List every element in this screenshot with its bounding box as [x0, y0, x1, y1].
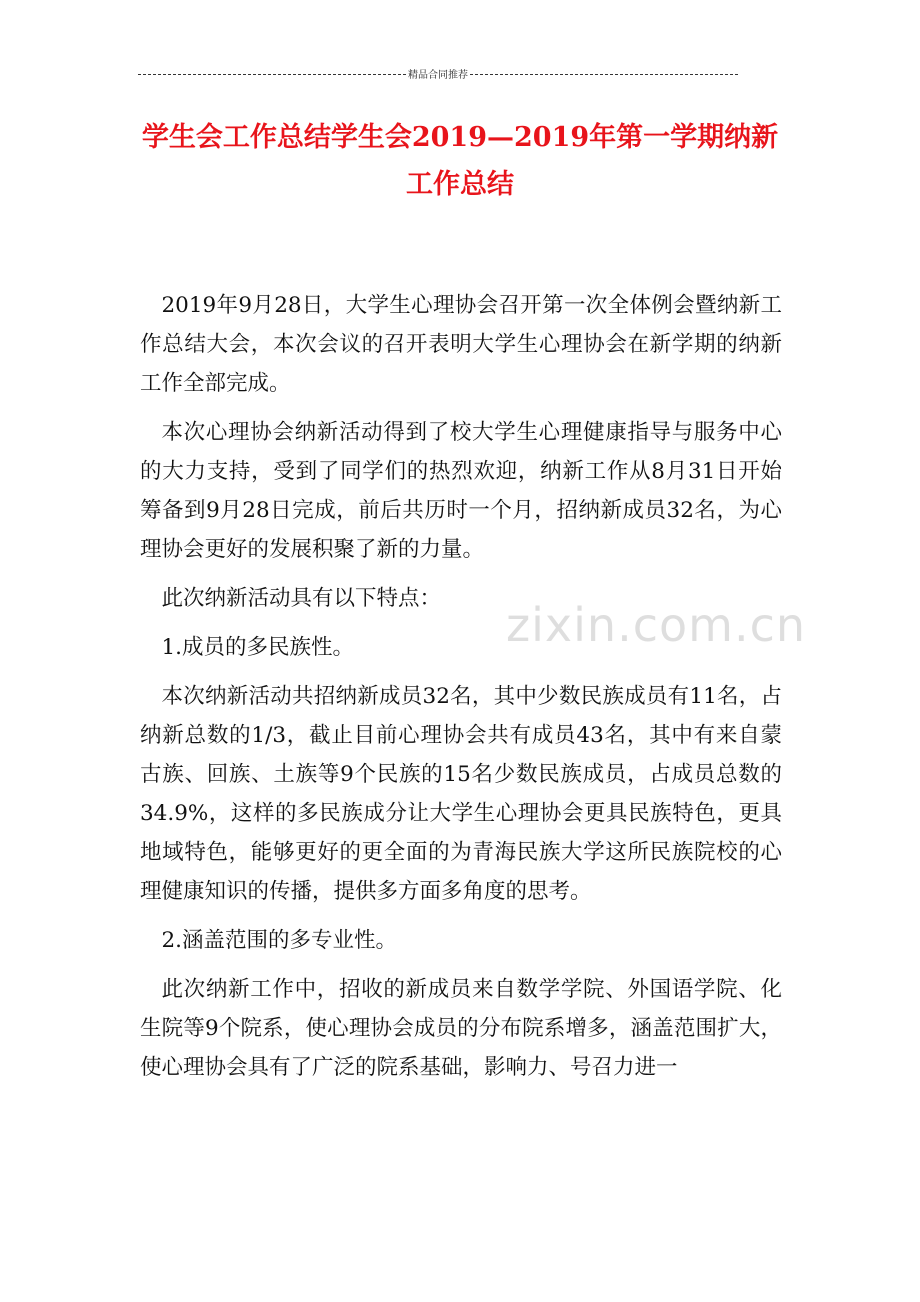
paragraph: 2019年9月28日，大学生心理协会召开第一次全体例会暨纳新工作总结大会，本次会议的召开表明大学生心理协会在新学期的纳新工作全部完成。: [140, 293, 782, 396]
section-heading: 2.涵盖范围的多专业性。: [161, 928, 398, 953]
header-dash-right: [470, 74, 738, 75]
page-header: [138, 66, 738, 81]
header-dash-left: [138, 74, 406, 75]
paragraph: 此次纳新工作中，招收的新成员来自数学学院、外国语学院、化生院等9个院系，使心理协会成员的分布院系增多，涵盖范围扩大，使心理协会具有了广泛的院系基础，影响力、号召力进一: [140, 977, 782, 1080]
paragraph: 此次纳新活动具有以下特点：: [161, 586, 442, 611]
watermark: zixin.com.cn: [506, 598, 807, 652]
header-label: 精品合同推荐: [408, 70, 468, 81]
paragraph: 本次心理协会纳新活动得到了校大学生心理健康指导与服务中心的大力支持，受到了同学们的热烈欢迎，纳新工作从8月31日开始筹备到9月28日完成，前后共历时一个月，招纳新成员32名，为心理协会更好的发展积聚了新的力量。: [140, 420, 782, 562]
paragraph: 本次纳新活动共招纳新成员32名，其中少数民族成员有11名，占纳新总数的1/3，截止目前心理协会共有成员43名，其中有来自蒙古族、回族、土族等9个民族的15名少数民族成员，占成员总数的34.9%，这样的多民族成分让大学生心理协会更具民族特色，更具地域特色，能够更好的更全面的为青海民族大学这所民族院校的心理健康知识的传播，提供多方面多角度的思考。: [140, 684, 782, 904]
section-heading: 1.成员的多民族性。: [161, 635, 355, 660]
document-title: 学生会工作总结学生会2019—2019年第一学期纳新工作总结: [141, 122, 779, 200]
document-body: [140, 286, 782, 1097]
